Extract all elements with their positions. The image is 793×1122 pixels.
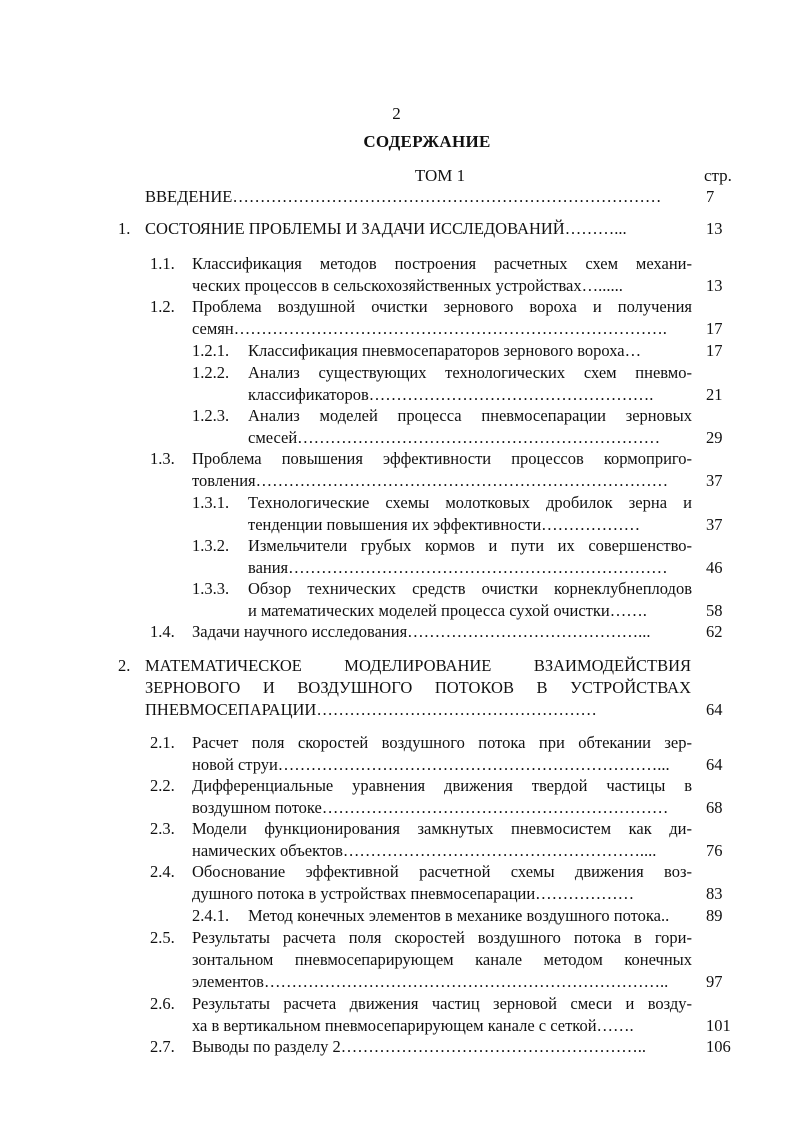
toc-entry-line: вания…………………………………………………………… xyxy=(248,558,668,577)
toc-entry-line: ческих процессов в сельскохозяйственных устройствах…...... xyxy=(192,276,623,295)
toc-entry-title xyxy=(248,492,692,536)
toc-entry-line: Выводы по разделу 2……………………………………………….. xyxy=(192,1037,646,1056)
toc-entry-title xyxy=(248,905,698,927)
toc-entry-page: 17 xyxy=(706,341,723,360)
toc-entry-line: МАТЕМАТИЧЕСКОЕ МОДЕЛИРОВАНИЕ ВЗАИМОДЕЙСТВИЯ xyxy=(145,656,691,675)
toc-entry-line: Анализ существующих технологических схем пневмо- xyxy=(248,363,692,382)
toc-entry-line: СОСТОЯНИЕ ПРОБЛЕМЫ И ЗАДАЧИ ИССЛЕДОВАНИЙ………... xyxy=(145,219,627,238)
toc-entry-number: 1.3.1. xyxy=(192,493,230,512)
toc-entry-line: и математических моделей процесса сухой очистки……. xyxy=(248,601,647,620)
toc-entry-page: 62 xyxy=(706,622,723,641)
toc-entry-line: Результаты расчета движения частиц зерновой смеси и возду- xyxy=(192,994,692,1013)
toc-entry-number: 1.2. xyxy=(150,297,175,316)
toc-entry-page: 21 xyxy=(706,385,723,404)
toc-entry-page: 76 xyxy=(706,841,723,860)
volume-heading: ТОМ 1 xyxy=(414,166,466,185)
toc-entry-line: Анализ моделей процесса пневмосепарации зерновых xyxy=(248,406,692,425)
toc-entry-line: ПНЕВМОСЕПАРАЦИИ…………………………………………… xyxy=(145,700,597,719)
toc-entry-line: Обзор технических средств очистки корнеклубнеплодов xyxy=(248,579,692,598)
toc-entry-number: 1.2.1. xyxy=(192,341,230,360)
toc-entry-line: тенденции повышения их эффективности……………… xyxy=(248,515,641,534)
toc-entry-title xyxy=(192,861,692,905)
toc-entry-line: Задачи научного исследования……………………………………... xyxy=(192,622,651,641)
toc-entry-number: 2.1. xyxy=(150,733,175,752)
toc-entry-line: намических объектов……………………………………………….... xyxy=(192,841,657,860)
toc-entry-line: ВВЕДЕНИЕ…………………………………………………………………… xyxy=(145,187,662,206)
toc-entry-page: 97 xyxy=(706,972,723,991)
toc-entry-line: Проблема повышения эффективности процессов кормоприго- xyxy=(192,449,692,468)
toc-entry-title xyxy=(192,818,692,862)
toc-entry-line: элементов……………………………………………………………….. xyxy=(192,972,669,991)
toc-entry-page: 89 xyxy=(706,906,723,925)
toc-entry-page: 17 xyxy=(706,319,723,338)
toc-entry-page: 37 xyxy=(706,471,723,490)
toc-entry-line: Расчет поля скоростей воздушного потока при обтекании зер- xyxy=(192,733,692,752)
toc-entry-number: 1.3.2. xyxy=(192,536,230,555)
toc-entry-line: Метод конечных элементов в механике воздушного потока.. xyxy=(248,906,670,925)
toc-entry-number: 1.3.3. xyxy=(192,579,230,598)
toc-entry-page: 58 xyxy=(706,601,723,620)
toc-entry-number: 2.5. xyxy=(150,928,175,947)
toc-entry-number: 2.4.1. xyxy=(192,906,230,925)
toc-entry-line: семян……………………………………………………………………. xyxy=(192,319,667,338)
toc-entry-title xyxy=(248,340,692,362)
toc-entry-page: 7 xyxy=(706,187,715,206)
toc-entry-title xyxy=(192,775,692,819)
toc-entry-title xyxy=(192,927,692,993)
toc-entry-number: 1.2.2. xyxy=(192,363,230,382)
page-title: СОДЕРЖАНИЕ xyxy=(363,132,491,151)
toc-entry-line: классификаторов……………………………………………. xyxy=(248,385,654,404)
toc-entry-title xyxy=(145,218,691,240)
toc-entry-line: Проблема воздушной очистки зернового вороха и получения xyxy=(192,297,692,316)
toc-entry-title xyxy=(248,362,692,406)
toc-entry-number: 1.1. xyxy=(150,254,175,273)
toc-entry-page: 106 xyxy=(706,1037,731,1056)
toc-entry-line: Классификация пневмосепараторов зернового вороха… xyxy=(248,341,642,360)
toc-entry-title xyxy=(248,535,692,579)
toc-entry-line: воздушном потоке……………………………………………………… xyxy=(192,798,669,817)
toc-entry-page: 64 xyxy=(706,700,723,719)
toc-entry-title xyxy=(192,296,692,340)
toc-entry-line: товления………………………………………………………………… xyxy=(192,471,669,490)
toc-entry-line: Дифференциальные уравнения движения твердой частицы в xyxy=(192,776,692,795)
toc-entry-line: душного потока в устройствах пневмосепарации……………… xyxy=(192,884,635,903)
toc-entry-line: смесей………………………………………………………… xyxy=(248,428,661,447)
toc-entry-line: зонтальном пневмосепарирующем канале методом конечных xyxy=(192,950,692,969)
toc-entry-page: 13 xyxy=(706,219,723,238)
toc-entry-page: 68 xyxy=(706,798,723,817)
toc-entry-number: 2.7. xyxy=(150,1037,175,1056)
toc-entry-number: 2. xyxy=(118,656,131,675)
page-number: 2 xyxy=(392,104,401,123)
toc-entry-line: Измельчители грубых кормов и пути их совершенство- xyxy=(248,536,692,555)
toc-entry-title xyxy=(192,993,692,1037)
toc-entry-title xyxy=(248,578,692,622)
toc-entry-number: 1.3. xyxy=(150,449,175,468)
toc-entry-line: ха в вертикальном пневмосепарирующем канале с сеткой……. xyxy=(192,1016,634,1035)
toc-entry-line: Модели функционирования замкнутых пневмосистем как ди- xyxy=(192,819,692,838)
toc-entry-number: 2.2. xyxy=(150,776,175,795)
toc-entry-page: 29 xyxy=(706,428,723,447)
toc-entry-title xyxy=(192,253,692,297)
toc-entry-title xyxy=(248,405,692,449)
toc-entry-title xyxy=(192,621,692,643)
toc-entry-number: 1.4. xyxy=(150,622,175,641)
toc-entry-page: 83 xyxy=(706,884,723,903)
toc-entry-line: Результаты расчета поля скоростей воздушного потока в гори- xyxy=(192,928,692,947)
toc-entry-number: 2.6. xyxy=(150,994,175,1013)
toc-entry-page: 46 xyxy=(706,558,723,577)
toc-entry-line: Классификация методов построения расчетных схем механи- xyxy=(192,254,692,273)
toc-entry-number: 1.2.3. xyxy=(192,406,230,425)
toc-entry-number: 1. xyxy=(118,219,131,238)
toc-entry-page: 64 xyxy=(706,755,723,774)
toc-entry-line: ЗЕРНОВОГО И ВОЗДУШНОГО ПОТОКОВ В УСТРОЙСТВАХ xyxy=(145,678,691,697)
toc-entry-title xyxy=(192,732,692,776)
toc-entry-number: 2.4. xyxy=(150,862,175,881)
toc-entry-page: 37 xyxy=(706,515,723,534)
toc-entry-page: 101 xyxy=(706,1016,731,1035)
toc-entry-line: Обоснование эффективной расчетной схемы движения воз- xyxy=(192,862,692,881)
toc-entry-line: новой струи……………………………………………………………... xyxy=(192,755,670,774)
toc-entry-title xyxy=(145,186,691,208)
page-column-label: стр. xyxy=(704,166,732,185)
toc-entry-title xyxy=(192,448,692,492)
toc-entry-page: 13 xyxy=(706,276,723,295)
toc-entry-line: Технологические схемы молотковых дробилок зерна и xyxy=(248,493,692,512)
toc-entry-number: 2.3. xyxy=(150,819,175,838)
toc-entry-title xyxy=(145,655,691,721)
toc-entry-title xyxy=(192,1036,692,1058)
